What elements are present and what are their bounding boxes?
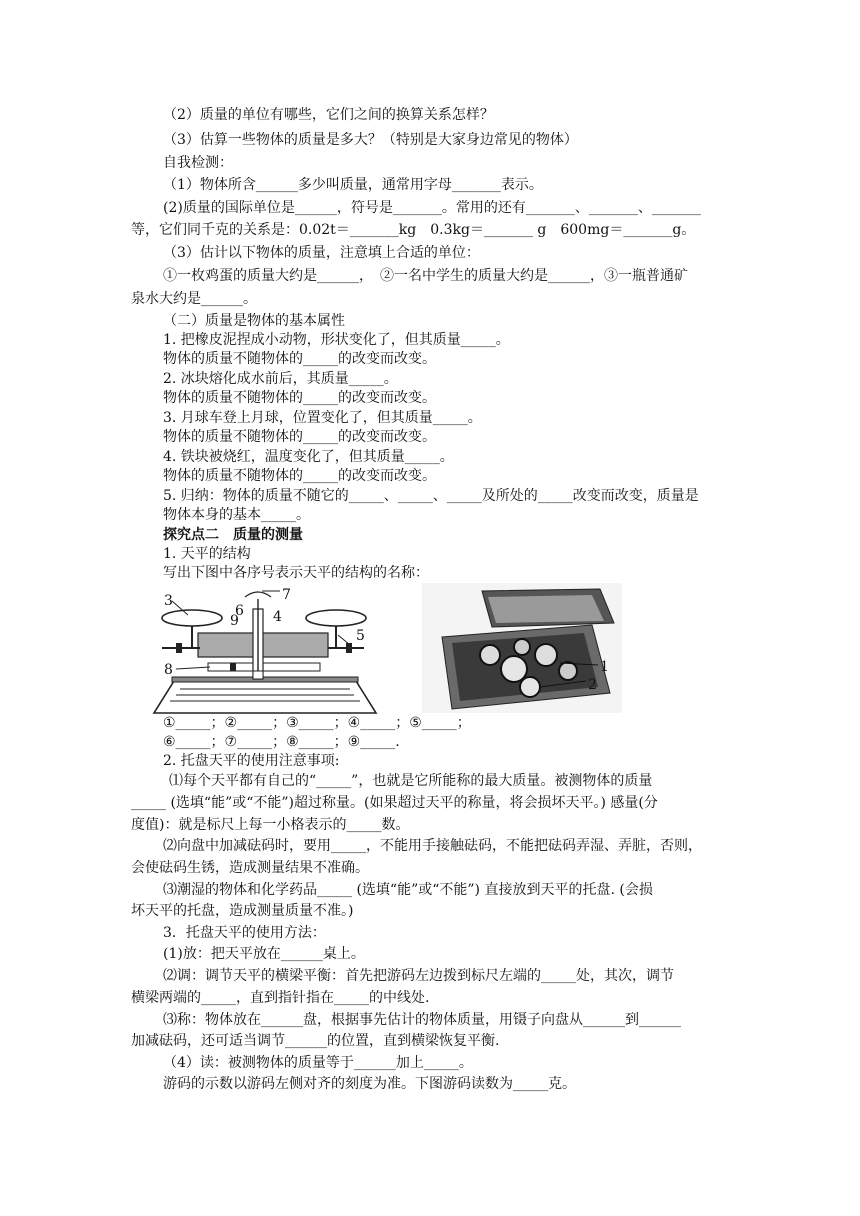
line: （2）质量的单位有哪些，它们之间的换算关系怎样？ [163, 107, 494, 123]
line: 5. 归纳：物体的质量不随它的_____、_____、_____及所处的_____改变而改变，质量是 [163, 488, 699, 504]
line: （二）质量是物体的基本属性 [163, 313, 345, 329]
balance-label: 8 [164, 662, 173, 678]
line: 等，它们同千克的关系是：0.02t＝_______kg 0.3kg＝_______ g 600mg＝_______g。 [131, 222, 696, 238]
line: 横梁两端的_____，直到指针指在_____的中线处. [131, 990, 430, 1006]
balance-diagram [150, 585, 380, 715]
line: 度值)：就是标尺上每一小格表示的_____数。 [131, 817, 410, 833]
balance-label: 5 [356, 628, 365, 644]
line: ⑥_____；⑦_____；⑧_____；⑨_____. [163, 734, 400, 750]
line: 物体的质量不随物体的_____的改变而改变。 [163, 351, 436, 367]
line: ①_____；②_____；③_____；④_____；⑤_____； [163, 715, 471, 731]
balance-label: 6 [235, 603, 244, 619]
line: 坏天平的托盘，造成测量质量不准。) [131, 903, 354, 919]
line: 泉水大约是______。 [131, 291, 257, 307]
box-label: 1 [600, 659, 609, 675]
line: 2. 托盘天平的使用注意事项: [163, 753, 340, 769]
balance-label: 9 [230, 613, 239, 629]
line: 3. 月球车登上月球，位置变化了，但其质量_____。 [163, 410, 482, 426]
line: 物体本身的基本_____。 [163, 507, 310, 523]
line: 2. 冰块熔化成水前后，其质量_____。 [163, 371, 398, 387]
line: （4）读：被测物体的质量等于______加上_____。 [163, 1055, 473, 1071]
box-label: 2 [588, 677, 597, 693]
line: (2)质量的国际单位是______，符号是_______。常用的还有_______、_______、_______ [163, 200, 701, 216]
line: 1. 把橡皮泥捏成小动物，形状变化了，但其质量_____。 [163, 332, 510, 348]
line: _____ (选填“能”或“不能”)超过称量。(如果超过天平的称量，将会损坏天平。) 感量(分 [131, 795, 658, 811]
line: ⑵向盘中加减砝码时，要用_____，不能用手接触砝码，不能把砝码弄湿、弄脏，否则， [163, 838, 702, 854]
line: ⑶称：物体放在______盘，根据事先估计的物体质量，用镊子向盘从______到______ [163, 1012, 681, 1028]
line: 物体的质量不随物体的_____的改变而改变。 [163, 468, 436, 484]
balance-label: 3 [164, 593, 173, 609]
line: （3）估计以下物体的质量，注意填上合适的单位： [163, 245, 480, 261]
line: 物体的质量不随物体的_____的改变而改变。 [163, 390, 436, 406]
line: 物体的质量不随物体的_____的改变而改变。 [163, 429, 436, 445]
line: 游码的示数以游码左侧对齐的刻度为准。下图游码读数为_____克。 [163, 1076, 576, 1092]
line: （3）估算一些物体的质量是多大？（特别是大家身边常见的物体） [163, 132, 578, 148]
balance-label: 7 [282, 587, 291, 603]
line: ⑶潮湿的物体和化学药品_____ (选填“能”或“不能”) 直接放到天平的托盘. (会损 [163, 882, 653, 898]
line: （1）物体所含______多少叫质量，通常用字母_______表示。 [163, 177, 543, 193]
balance-label: 4 [273, 609, 282, 625]
line: 1. 天平的结构 [163, 546, 251, 562]
line: 自我检测： [163, 155, 233, 171]
line: 加减砝码，还可适当调节______的位置，直到横梁恢复平衡. [131, 1033, 500, 1049]
line: ⑴每个天平都有自己的“_____”，也就是它所能称的最大质量。被测物体的质量 [169, 773, 653, 789]
weight-box-image [422, 583, 622, 713]
line: 会使砝码生锈，造成测量结果不准确。 [131, 860, 369, 876]
line: 写出下图中各序号表示天平的结构的名称： [163, 565, 429, 581]
line: 4. 铁块被烧红，温度变化了，但其质量_____。 [163, 449, 454, 465]
line: 3．托盘天平的使用方法： [163, 925, 326, 941]
line: ①一枚鸡蛋的质量大约是______， ②一名中学生的质量大约是______，③一瓶普通矿 [163, 268, 688, 284]
line: (1)放：把天平放在______桌上。 [163, 946, 365, 962]
line: ⑵调：调节天平的横梁平衡：首先把游码左边拨到标尺左端的_____处，其次，调节 [163, 968, 674, 984]
section-heading: 探究点二 质量的测量 [163, 527, 303, 543]
